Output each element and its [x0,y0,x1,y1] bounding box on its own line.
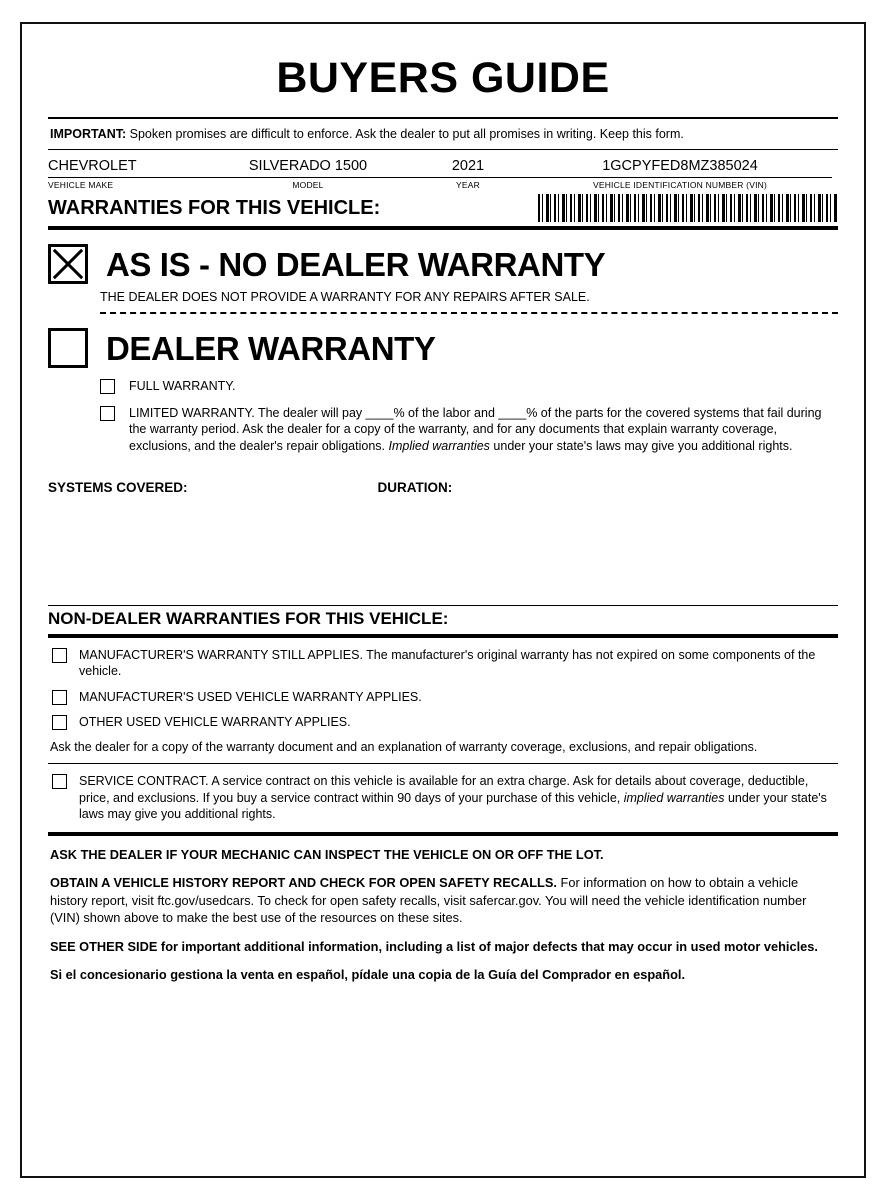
systems-covered-label: SYSTEMS COVERED: [48,480,188,496]
vehicle-model-value: SILVERADO 1500 [248,158,368,175]
limited-warranty-checkbox[interactable] [100,406,115,421]
history-report-rest: For information on how to obtain a vehicle history report, visit ftc.gov/usedcars. To check for open safety recalls, visit safercar.gov. You will need the vehicle identification number (VIN) shown above to make the best use of the resources on these sites. [50,875,807,925]
dealer-warranty-checkbox[interactable] [48,328,88,368]
vehicle-year-value: 2021 [451,158,485,175]
vehicle-year-label: YEAR [456,180,480,191]
list-item[interactable] [52,647,838,680]
vehicle-make-cell [48,159,208,190]
limited-warranty-label [129,405,838,455]
manufacturer-used-warranty-label: MANUFACTURER'S USED VEHICLE WARRANTY APPLIES. [79,689,422,704]
service-contract-item[interactable] [52,773,838,822]
manufacturer-used-warranty-checkbox[interactable] [52,690,67,705]
vehicle-year-cell [408,159,528,190]
as-is-checkbox[interactable] [48,244,88,284]
vehicle-model-rule [208,177,408,178]
history-report-bold: OBTAIN A VEHICLE HISTORY REPORT AND CHECK FOR OPEN SAFETY RECALLS. [50,875,557,891]
spacer [48,822,838,832]
warranties-header-row [48,190,838,226]
dealer-warranty-row[interactable] [48,328,838,368]
other-used-warranty-checkbox[interactable] [52,715,67,730]
warranties-header: WARRANTIES FOR THIS VEHICLE: [48,196,381,219]
divider-under-warranties [48,226,838,230]
vehicle-vin-rule [528,177,832,178]
service-contract-text-2: under your state's laws may give you additional rights. [79,790,827,821]
full-warranty-label: FULL WARRANTY. [129,379,236,394]
manufacturer-warranty-label: MANUFACTURER'S WARRANTY STILL APPLIES. The manufacturer's original warranty has not expired on some components of the vehicle. [79,648,816,679]
limited-warranty-text-1: LIMITED WARRANTY. The dealer will pay ____% of the labor and ____% of the parts for the covered systems that fail during the warranty period. Ask the dealer for a copy of the warranty, and for any documents that explain warranty coverage, exclusions, and the dealer's repair obligations. [129,405,822,453]
divider-above-footer [48,832,838,836]
other-side-bold: SEE OTHER SIDE [50,939,158,955]
spanish-notice: Si el concesionario gestiona la venta en español, pídale una copia de la Guía del Comprador en español. [50,966,686,982]
vehicle-vin-cell [528,159,838,190]
vehicle-make-value: CHEVROLET [48,158,137,175]
important-label: IMPORTANT: [50,127,127,141]
as-is-row[interactable] [48,244,838,284]
non-dealer-header: NON-DEALER WARRANTIES FOR THIS VEHICLE: [48,609,449,629]
limited-warranty-text-2: under your state's laws may give you additional rights. [489,438,793,453]
non-dealer-note: Ask the dealer for a copy of the warranty document and an explanation of warranty coverage, exclusions, and repair obligations. [50,740,758,755]
other-side-rest: for important additional information, including a list of major defects that may occur in used motor vehicles. [157,939,818,955]
systems-duration-row [48,480,838,495]
vehicle-model-cell [208,159,408,190]
systems-covered-blank-area [48,495,838,605]
dashed-separator [100,312,838,314]
service-contract-checkbox[interactable] [52,774,67,789]
vehicle-make-label: VEHICLE MAKE [48,180,114,191]
vehicle-vin-value: 1GCPYFED8MZ385024 [602,158,758,175]
service-contract-text-1: SERVICE CONTRACT. A service contract on this vehicle is available for an extra charge. Ask for details about coverage, deductible, price, and exclusions. If you buy a service contract within 90 days of your purchase of this vehicle, [79,774,809,805]
limited-warranty-italic: Implied warranties [388,438,490,453]
duration-label: DURATION: [377,480,453,496]
full-warranty-item[interactable] [100,378,838,395]
manufacturer-warranty-checkbox[interactable] [52,648,67,663]
list-item[interactable] [52,689,838,705]
important-text: Spoken promises are difficult to enforce. Ask the dealer to put all promises in writing. Keep this form. [129,127,684,141]
barcode-icon [538,194,838,222]
as-is-subtext: THE DEALER DOES NOT PROVIDE A WARRANTY FOR ANY REPAIRS AFTER SALE. [100,290,590,305]
list-item[interactable] [52,714,838,730]
as-is-title: AS IS - NO DEALER WARRANTY [106,245,606,283]
page-title: BUYERS GUIDE [276,54,610,102]
other-used-warranty-label: OTHER USED VEHICLE WARRANTY APPLIES. [79,714,351,729]
divider-under-nondealer [48,634,838,638]
vehicle-info-row [48,150,838,190]
vehicle-year-rule [408,177,528,178]
important-notice [48,119,838,149]
service-contract-label [79,773,838,822]
form-sheet [20,22,866,1178]
dealer-warranty-title: DEALER WARRANTY [106,329,436,367]
vehicle-make-rule [48,177,208,178]
history-report-paragraph [50,874,836,926]
limited-warranty-item[interactable] [100,405,838,455]
vehicle-model-label: MODEL [292,180,324,191]
other-side-paragraph [50,938,836,955]
divider-above-service-contract [48,763,838,764]
vehicle-vin-label: VEHICLE IDENTIFICATION NUMBER (VIN) [592,180,768,191]
service-contract-italic: implied warranties [623,790,725,805]
inspect-notice: ASK THE DEALER IF YOUR MECHANIC CAN INSPECT THE VEHICLE ON OR OFF THE LOT. [50,847,604,863]
full-warranty-checkbox[interactable] [100,379,115,394]
